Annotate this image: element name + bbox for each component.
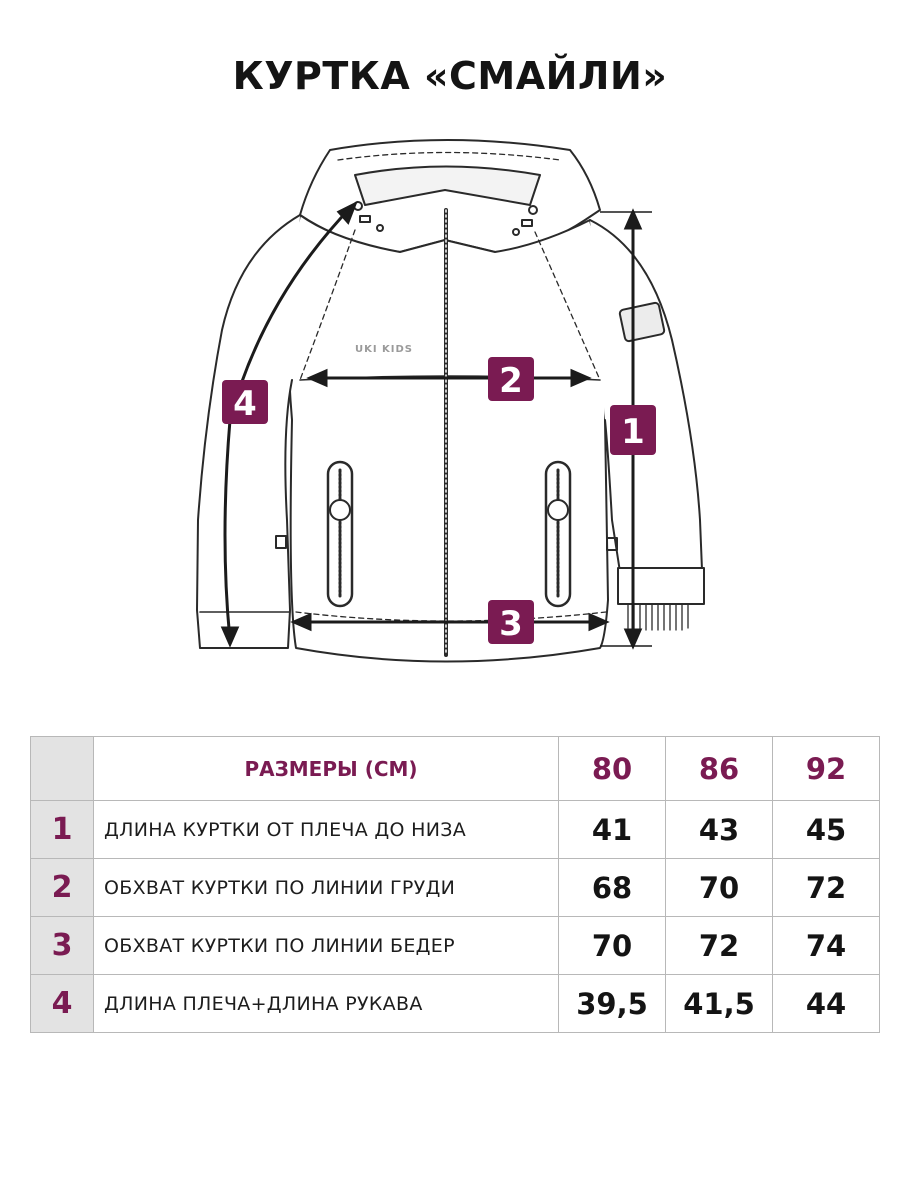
row-value: 43 [666, 801, 773, 859]
svg-text:3: 3 [499, 604, 523, 644]
row-label: ОБХВАТ КУРТКИ ПО ЛИНИИ ГРУДИ [94, 859, 559, 917]
table-row [31, 975, 880, 1033]
sizes-header-label: РАЗМЕРЫ (СМ) [244, 756, 418, 781]
row-value: 68 [559, 859, 666, 917]
row-number: 1 [31, 801, 94, 859]
row-value: 45 [773, 801, 880, 859]
size-header-86: 86 [666, 737, 773, 801]
table-row [31, 801, 880, 859]
table-header-row [31, 737, 880, 801]
row-value: 39,5 [559, 975, 666, 1033]
marker-4-badge [222, 380, 268, 424]
row-label: ДЛИНА ПЛЕЧА+ДЛИНА РУКАВА [94, 975, 559, 1033]
left-sleeve [197, 215, 300, 648]
table-row [31, 917, 880, 975]
size-table [30, 736, 880, 1033]
row-label: ОБХВАТ КУРТКИ ПО ЛИНИИ БЕДЕР [94, 917, 559, 975]
row-value: 74 [773, 917, 880, 975]
marker-3-badge [488, 600, 534, 644]
row-value: 70 [559, 917, 666, 975]
marker-1-badge [610, 405, 656, 455]
svg-text:4: 4 [233, 384, 257, 424]
row-value: 41,5 [666, 975, 773, 1033]
svg-text:1: 1 [621, 412, 645, 452]
row-label: ДЛИНА КУРТКИ ОТ ПЛЕЧА ДО НИЗА [94, 801, 559, 859]
page-title: КУРТКА «СМАЙЛИ» [232, 54, 668, 98]
row-number: 3 [31, 917, 94, 975]
header-label-cell [94, 737, 559, 801]
marker-2-badge [488, 357, 534, 401]
row-number: 4 [31, 975, 94, 1033]
row-value: 44 [773, 975, 880, 1033]
row-value: 72 [773, 859, 880, 917]
table-row [31, 859, 880, 917]
size-header-80: 80 [559, 737, 666, 801]
row-number: 2 [31, 859, 94, 917]
right-cuff [618, 568, 704, 604]
header-corner-cell [31, 737, 94, 801]
svg-text:2: 2 [499, 361, 523, 401]
row-value: 41 [559, 801, 666, 859]
row-value: 70 [666, 859, 773, 917]
brand-label: UKI KIDS [354, 344, 414, 355]
row-value: 72 [666, 917, 773, 975]
size-header-92: 92 [773, 737, 880, 801]
